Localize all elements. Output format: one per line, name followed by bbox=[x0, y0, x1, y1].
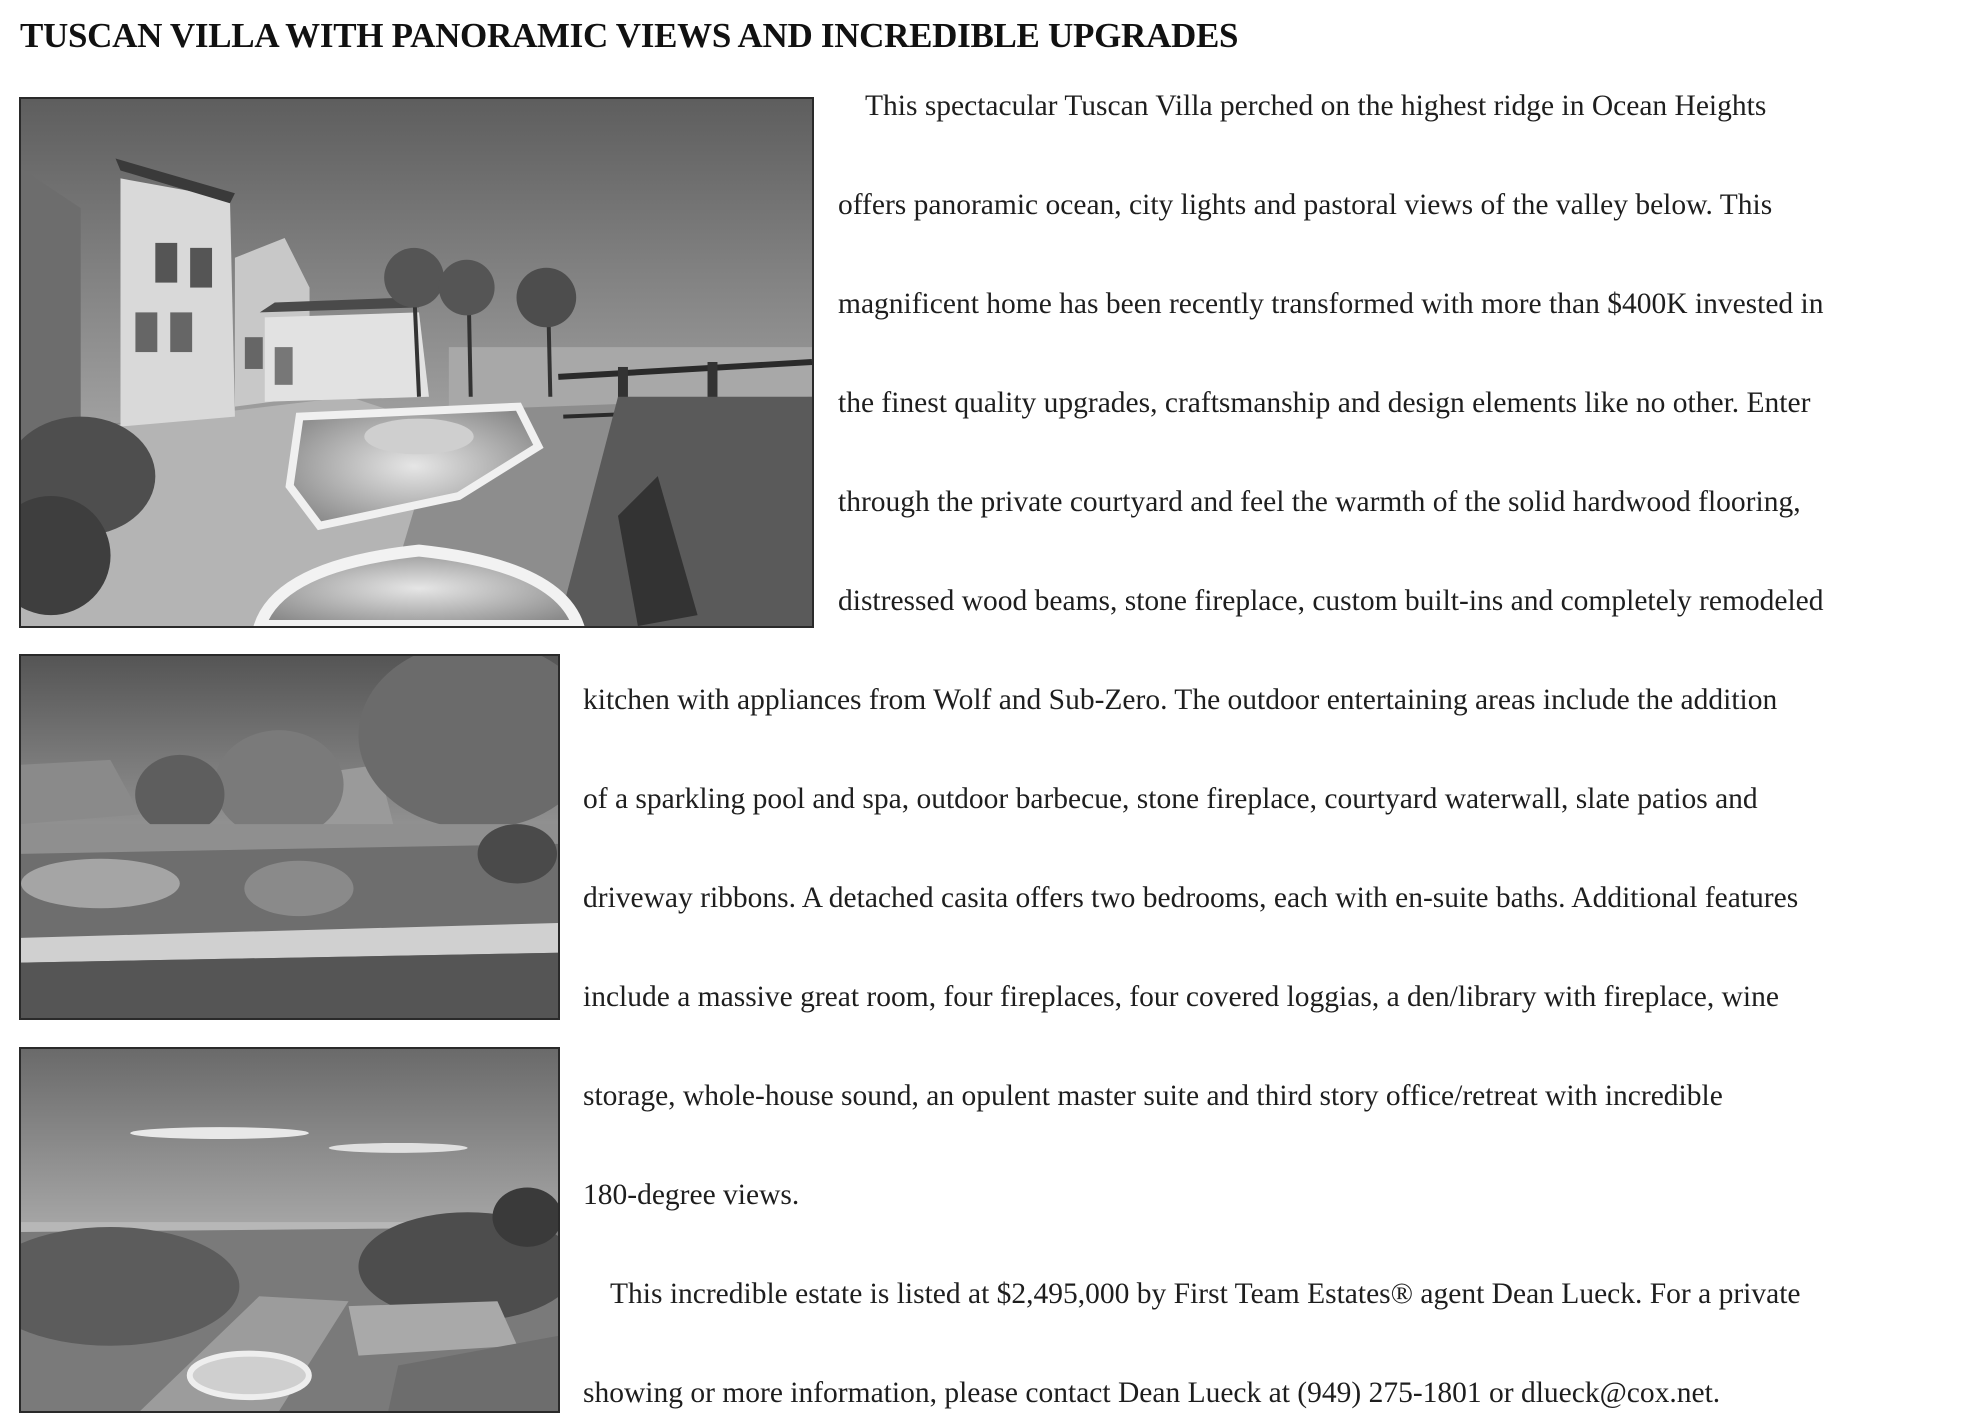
body-line-9: driveway ribbons. A detached casita offers two bedrooms, each with en-suite baths. Additional features bbox=[583, 882, 1799, 914]
body-line-5: through the private courtyard and feel the warmth of the solid hardwood flooring, bbox=[838, 486, 1801, 518]
body-line-14: showing or more information, please contact Dean Lueck at (949) 275-1801 or dlueck@cox.net. bbox=[583, 1377, 1721, 1409]
body-line-6: distressed wood beams, stone fireplace, custom built-ins and completely remodeled bbox=[838, 585, 1824, 617]
body-line-8: of a sparkling pool and spa, outdoor barbecue, stone fireplace, courtyard waterwall, slate patios and bbox=[583, 783, 1758, 815]
article-headline: TUSCAN VILLA WITH PANORAMIC VIEWS AND INCREDIBLE UPGRADES bbox=[20, 16, 1239, 55]
body-line-12: 180-degree views. bbox=[583, 1179, 800, 1211]
body-line-4: the finest quality upgrades, craftsmanship and design elements like no other. Enter bbox=[838, 387, 1811, 419]
body-line-1: This spectacular Tuscan Villa perched on the highest ridge in Ocean Heights bbox=[865, 90, 1767, 122]
body-line-13: This incredible estate is listed at $2,495,000 by First Team Estates® agent Dean Lueck. For a private bbox=[610, 1278, 1801, 1310]
body-line-11: storage, whole-house sound, an opulent master suite and third story office/retreat with incredible bbox=[583, 1080, 1723, 1112]
villa-pool-photo bbox=[19, 97, 814, 628]
body-line-10: include a massive great room, four fireplaces, four covered loggias, a den/library with fireplace, wine bbox=[583, 981, 1779, 1013]
panoramic-view-photo bbox=[19, 1047, 560, 1413]
lawn-garden-photo bbox=[19, 654, 560, 1020]
body-line-2: offers panoramic ocean, city lights and pastoral views of the valley below. This bbox=[838, 189, 1773, 221]
body-line-3: magnificent home has been recently transformed with more than $400K invested in bbox=[838, 288, 1824, 320]
body-line-7: kitchen with appliances from Wolf and Sub-Zero. The outdoor entertaining areas include the addition bbox=[583, 684, 1778, 716]
